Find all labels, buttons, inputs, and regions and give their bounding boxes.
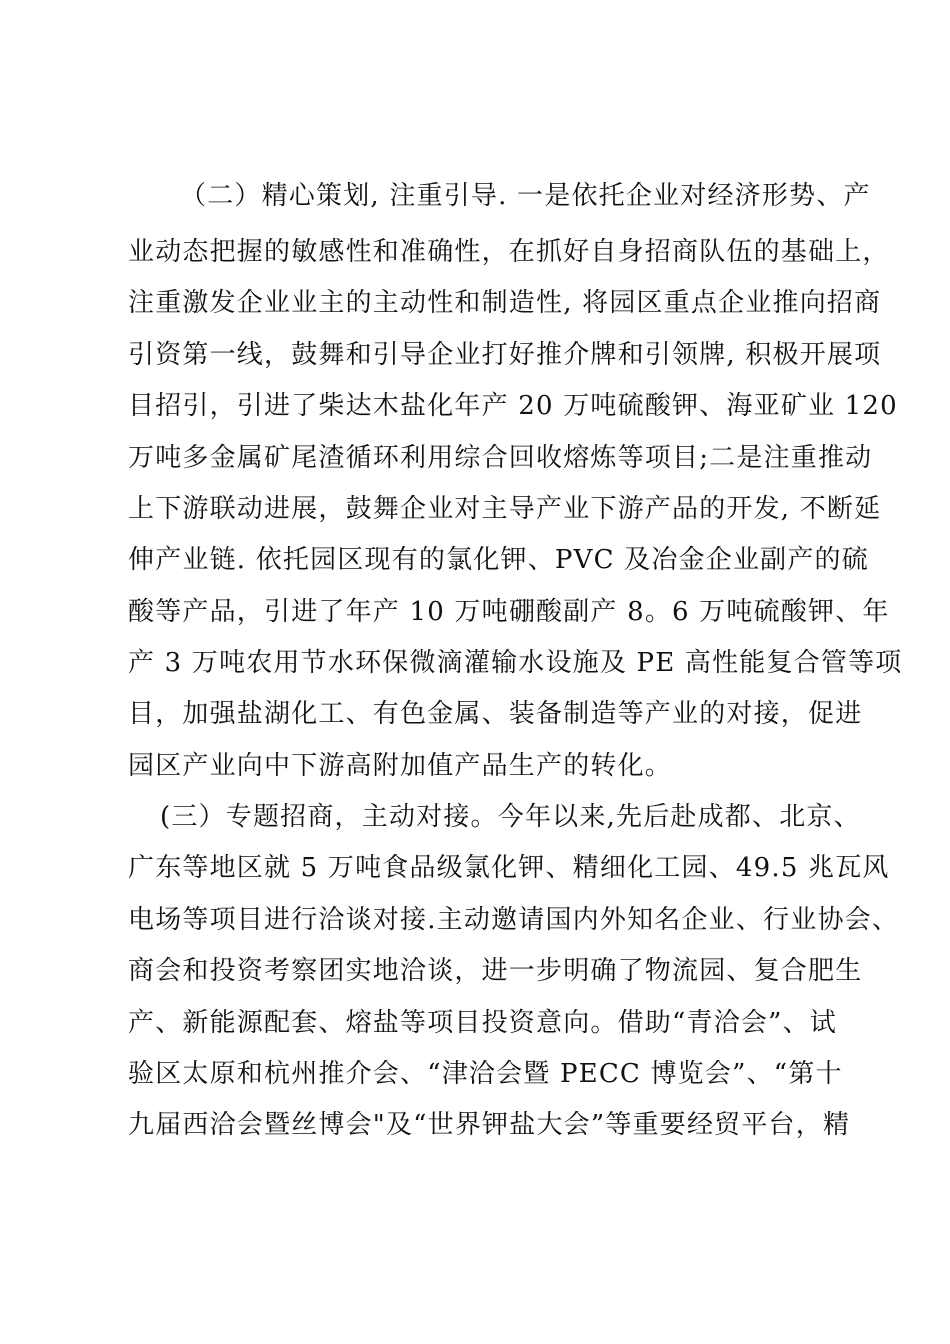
section3-line-3: 电场等项目进行洽谈对接.主动邀请国内外知名企业、行业协会、 bbox=[128, 905, 900, 935]
section2-line-9: 酸等产品，引进了年产 10 万吨硼酸副产 8。6 万吨硫酸钾、年 bbox=[128, 597, 890, 627]
section2-line-5: 目招引，引进了柴达木盐化年产 20 万吨硫酸钾、海亚矿业 120 bbox=[128, 391, 898, 421]
section3-line-6: 验区太原和杭州推介会、“津洽会暨 PECC 博览会”、“第十 bbox=[128, 1059, 843, 1089]
section2-line-1: （二）精心策划, 注重引导. 一是依托企业对经济形势、产 bbox=[180, 181, 871, 211]
section3-line-1: (三）专题招商，主动对接。今年以来,先后赴成都、北京、 bbox=[160, 802, 861, 832]
section3-line-2: 广东等地区就 5 万吨食品级氯化钾、精细化工园、49.5 兆瓦风 bbox=[128, 853, 890, 883]
section2-line-10: 产 3 万吨农用节水环保微滴灌输水设施及 PE 高性能复合管等项 bbox=[128, 648, 903, 678]
section2-line-11: 目，加强盐湖化工、有色金属、装备制造等产业的对接，促进 bbox=[128, 699, 863, 729]
section2-line-3: 注重激发企业业主的主动性和制造性, 将园区重点企业推向招商 bbox=[128, 288, 882, 318]
section2-line-8: 伸产业链. 依托园区现有的氯化钾、PVC 及冶金企业副产的硫 bbox=[128, 545, 869, 575]
section2-line-12: 园区产业向中下游高附加值产品生产的转化。 bbox=[128, 751, 673, 781]
section3-line-4: 商会和投资考察团实地洽谈，进一步明确了物流园、复合肥生 bbox=[128, 956, 863, 986]
section2-line-4: 引资第一线，鼓舞和引导企业打好推介牌和引领牌, 积极开展项 bbox=[128, 340, 882, 370]
section3-line-5: 产、新能源配套、熔盐等项目投资意向。借助“青洽会”、试 bbox=[128, 1008, 837, 1038]
section2-line-6: 万吨多金属矿尾渣循环利用综合回收熔炼等项目;二是注重推动 bbox=[128, 443, 873, 473]
section2-line-7: 上下游联动进展，鼓舞企业对主导产业下游产品的开发, 不断延 bbox=[128, 494, 882, 524]
section2-line-2: 业动态把握的敏感性和准确性，在抓好自身招商队伍的基础上， bbox=[128, 237, 890, 267]
section3-line-7: 九届西洽会暨丝博会"及“世界钾盐大会”等重要经贸平台，精 bbox=[128, 1110, 851, 1140]
